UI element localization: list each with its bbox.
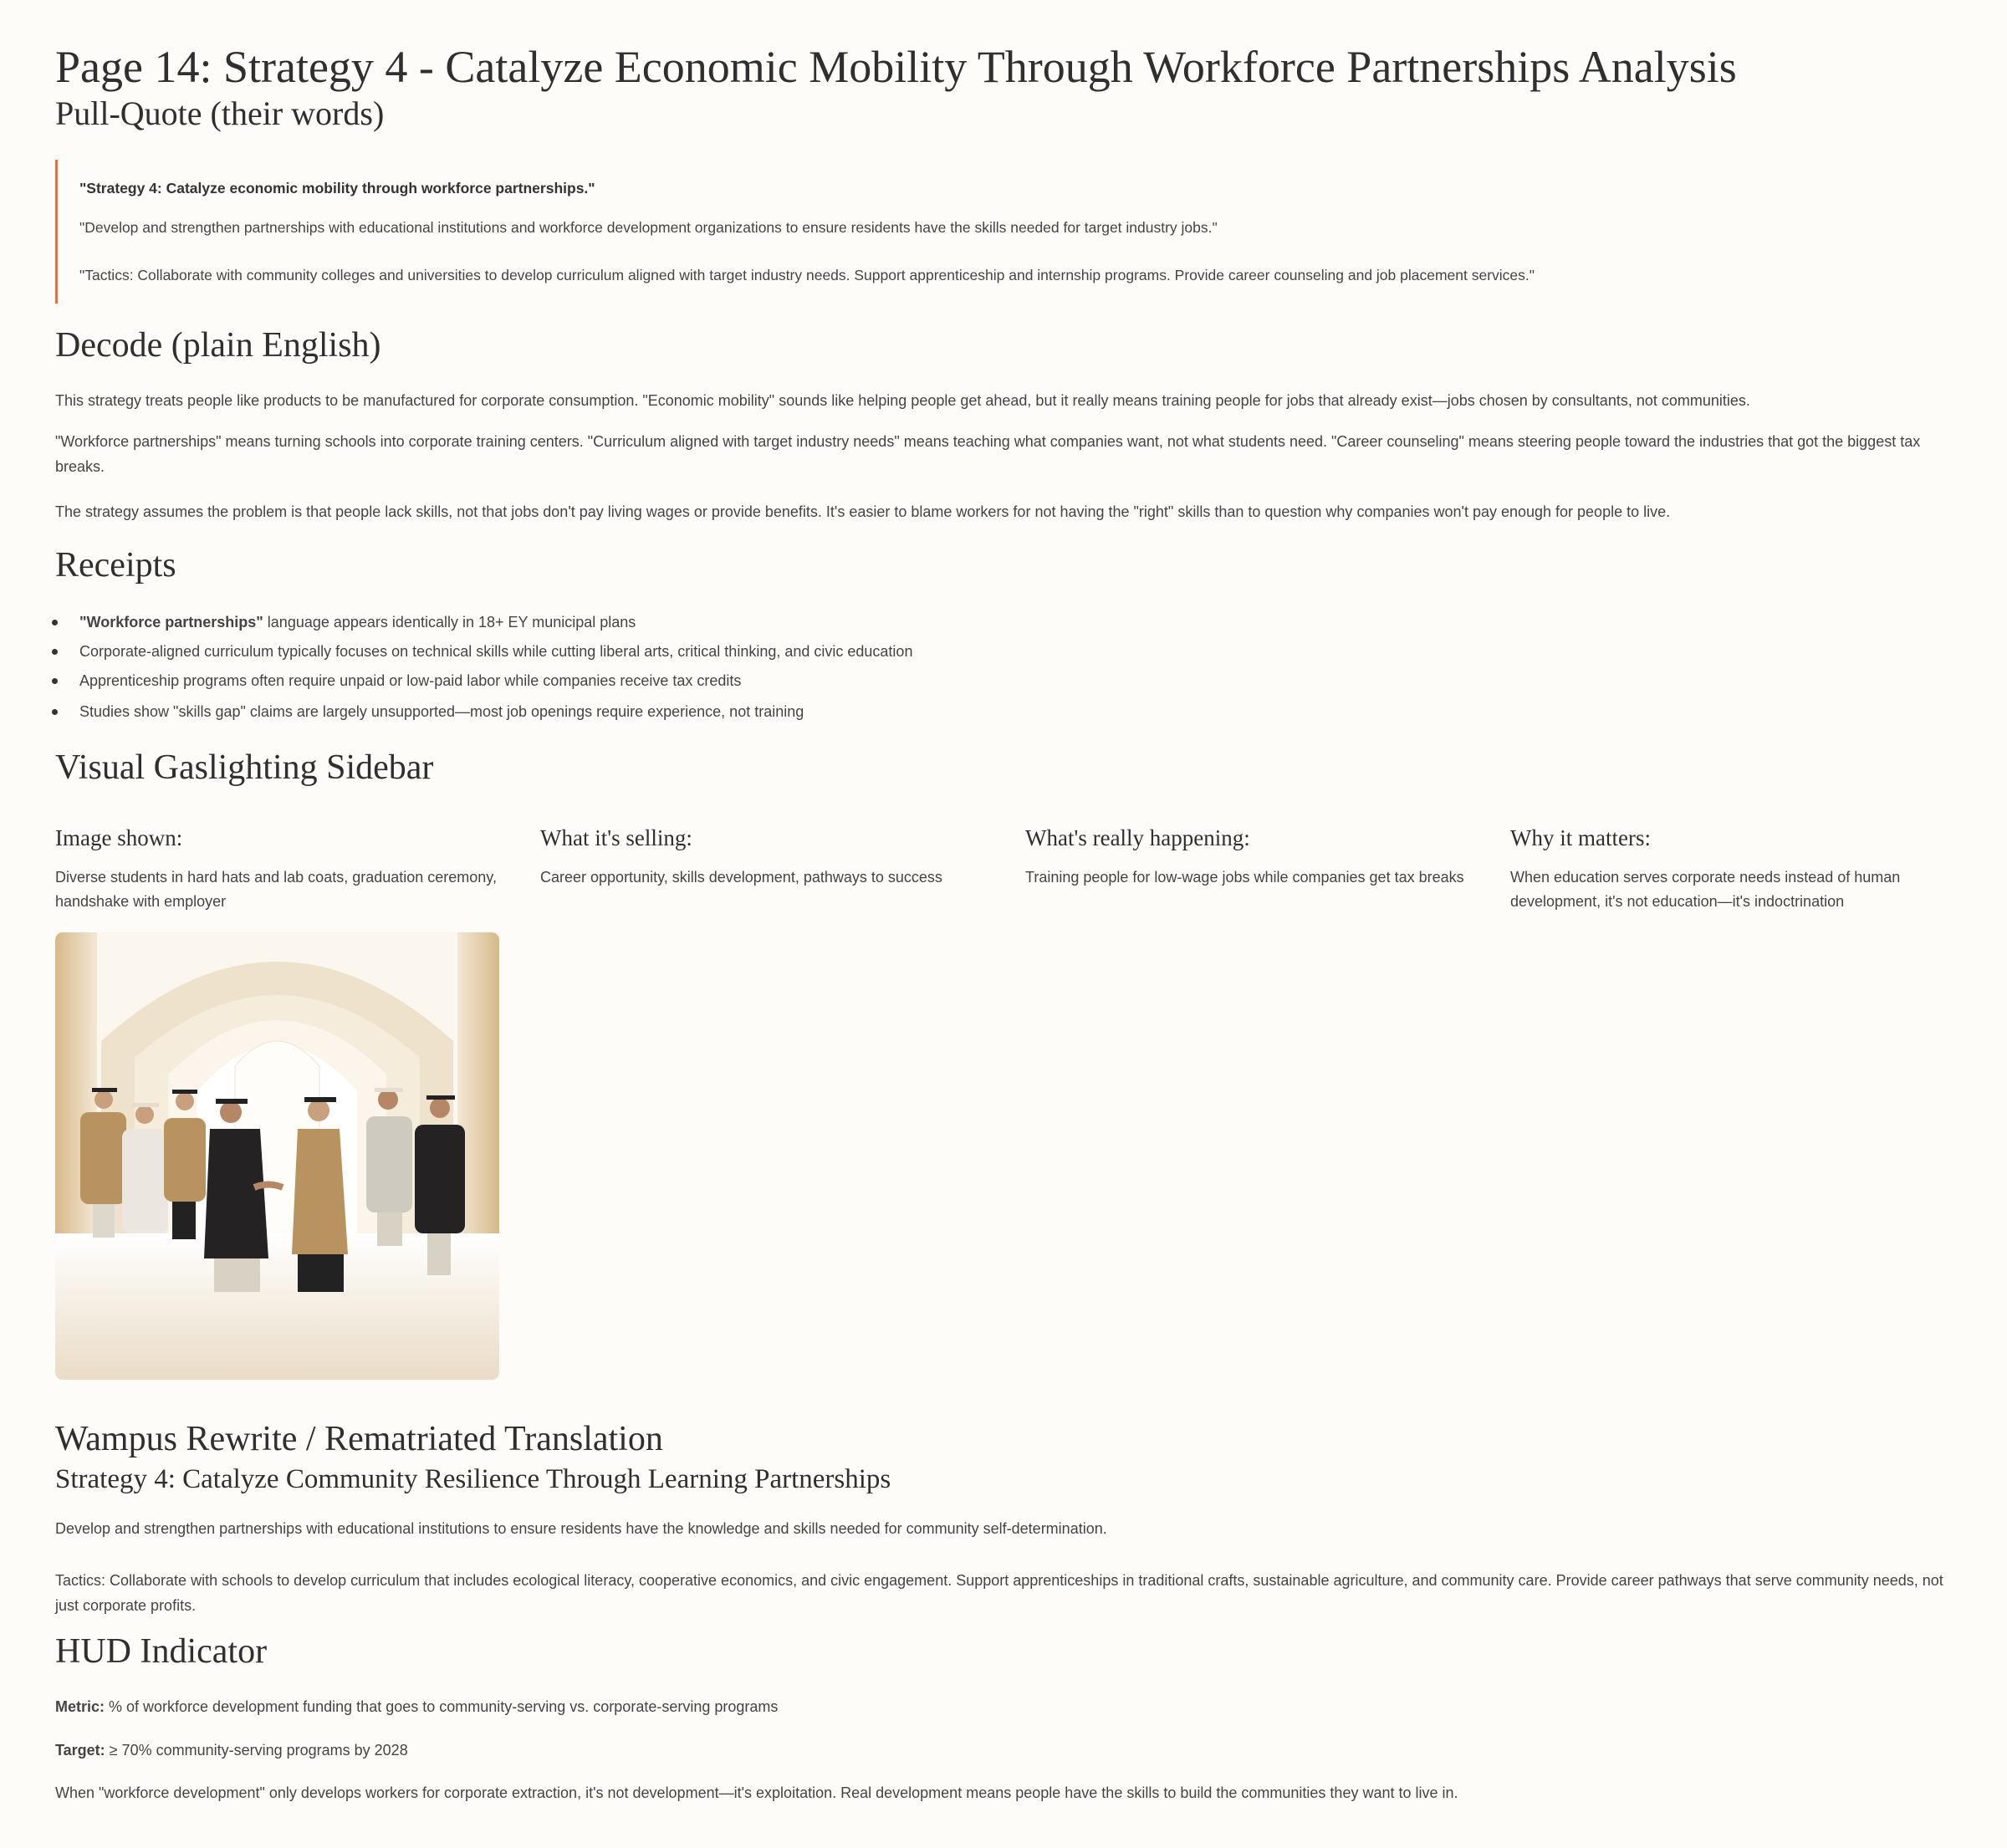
hud-metric-label: Metric: — [55, 1698, 105, 1715]
column-text-image-shown: Diverse students in hard hats and lab coats, graduation ceremony, handshake with employer — [55, 869, 497, 910]
bullet-icon — [52, 649, 58, 655]
receipt-item — [79, 610, 636, 635]
bullet-icon — [52, 620, 58, 625]
receipts-heading: Receipts — [55, 546, 176, 585]
hud-closing: When "workforce development" only develops workers for corporate extraction, it's not development—it's exploitation. Real development means people have the skills to build the communities they want to live in. — [55, 1784, 1458, 1801]
receipt-item-text: language appears identically in 18+ EY municipal plans — [263, 614, 636, 630]
decode-paragraph: The strategy assumes the problem is that people lack skills, not that jobs don't pay living wages or provide benefits. It's easier to blame workers for not having the "right" skills than to question why companies won't pay enough for people to live. — [55, 503, 1671, 520]
column-text-why-it-matters: When education serves corporate needs instead of human development, it's not education—it's indoctrination — [1510, 869, 1901, 910]
decode-paragraph: "Workforce partnerships" means turning schools into corporate training centers. "Curriculum aligned with target industry needs" means teaching what companies want, not what students need. "Career counseling" means steering people toward the industries that got the biggest tax breaks. — [55, 433, 1921, 475]
column-heading-selling: What it's selling: — [540, 825, 692, 850]
decode-heading: Decode (plain English) — [55, 326, 381, 365]
graduation-handshake-illustration — [55, 932, 499, 1380]
hud-target — [55, 1738, 1953, 1763]
column-heading-image-shown: Image shown: — [55, 825, 183, 850]
hud-target-label: Target: — [55, 1742, 105, 1759]
pull-quote-line: "Develop and strengthen partnerships with educational institutions and workforce development organizations to ensure residents have the skills needed for target industry jobs." — [79, 219, 1218, 236]
rewrite-paragraph: Tactics: Collaborate with schools to develop curriculum that includes ecological literacy, cooperative economics, and civic engagement. Support apprenticeships in traditional crafts, sustainable agriculture, and community care. Provide career pathways that serve community needs, not just corporate profits. — [55, 1572, 1943, 1614]
sidebar-heading: Visual Gaslighting Sidebar — [55, 748, 434, 787]
rewrite-paragraph: Develop and strengthen partnerships with educational institutions to ensure residents have the knowledge and skills needed for community self-determination. — [55, 1520, 1107, 1537]
pull-quote-strategy: "Strategy 4: Catalyze economic mobility through workforce partnerships." — [79, 180, 595, 197]
pull-quote-accent-bar — [55, 160, 58, 304]
rewrite-subheading: Strategy 4: Catalyze Community Resilience Through Learning Partnerships — [55, 1464, 891, 1494]
bullet-icon — [52, 709, 58, 715]
column-text-really-happening: Training people for low-wage jobs while companies get tax breaks — [1025, 869, 1464, 886]
column-text-selling: Career opportunity, skills development, pathways to success — [540, 869, 942, 886]
column-heading-really-happening: What's really happening: — [1025, 825, 1250, 850]
pull-quote-heading: Pull-Quote (their words) — [55, 94, 385, 132]
receipt-item-bold: "Workforce partnerships" — [79, 614, 263, 630]
pull-quote-line — [79, 176, 1919, 201]
hud-metric — [55, 1694, 1953, 1719]
receipt-item: Apprenticeship programs often require unpaid or low-paid labor while companies receive tax credits — [79, 672, 742, 689]
hud-target-value: ≥ 70% community-serving programs by 2028 — [105, 1742, 408, 1759]
receipt-item: Corporate-aligned curriculum typically focuses on technical skills while cutting liberal arts, critical thinking, and civic education — [79, 643, 913, 660]
receipt-item: Studies show "skills gap" claims are largely unsupported—most job openings require experience, not training — [79, 703, 804, 720]
page-title: Page 14: Strategy 4 - Catalyze Economic Mobility Through Workforce Partnerships Analysis — [55, 42, 1737, 92]
column-heading-why-it-matters: Why it matters: — [1510, 825, 1651, 850]
bullet-icon — [52, 678, 58, 684]
rewrite-heading: Wampus Rewrite / Rematriated Translation — [55, 1420, 663, 1458]
hud-metric-value: % of workforce development funding that goes to community-serving vs. corporate-serving programs — [105, 1698, 779, 1715]
pull-quote-line: "Tactics: Collaborate with community colleges and universities to develop curriculum aligned with target industry needs. Support apprenticeship and internship programs. Provide career counseling and job placement services." — [79, 267, 1535, 283]
hud-heading: HUD Indicator — [55, 1632, 268, 1671]
decode-paragraph: This strategy treats people like products to be manufactured for corporate consumption. "Economic mobility" sounds like helping people get ahead, but it really means training people for jobs that already exist—jobs chosen by consultants, not communities. — [55, 392, 1750, 409]
